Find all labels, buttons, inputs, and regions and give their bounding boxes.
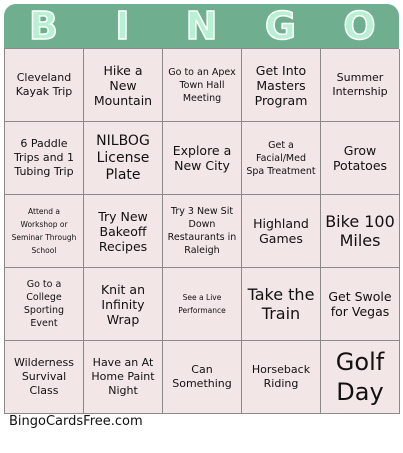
cell-text: Knit an Infinity Wrap	[100, 281, 146, 327]
cell-text: Get a Facial/Med Spa Treatment	[246, 139, 316, 177]
bingo-cell[interactable]	[84, 195, 163, 268]
header-letter-n: N	[185, 4, 218, 48]
bingo-cell[interactable]	[242, 341, 321, 414]
cell-text: Highland Games	[253, 216, 309, 246]
cell-text: Cleveland Kayak Trip	[15, 71, 73, 98]
cell-text: NILBOG License Plate	[96, 132, 150, 183]
cell-text: See a Live Performance	[178, 293, 226, 315]
bingo-header	[4, 4, 399, 48]
cell-text: Get Swole for Vegas	[328, 289, 392, 319]
header-letter-o: O	[343, 4, 376, 48]
cell-text: Golf Day	[335, 348, 385, 406]
bingo-cell[interactable]	[5, 341, 84, 414]
cell-text: Grow Potatoes	[332, 143, 388, 173]
header-letter-g: G	[264, 4, 297, 48]
bingo-cell[interactable]	[5, 195, 84, 268]
bingo-cell[interactable]	[321, 195, 400, 268]
cell-text: Take the Train	[247, 285, 315, 323]
cell-text: Horseback Riding	[251, 363, 311, 390]
cell-text: Explore a New City	[172, 143, 232, 173]
cell-text: Go to an Apex Town Hall Meeting	[168, 66, 236, 104]
bingo-cell[interactable]	[163, 268, 242, 341]
site-credit: BingoCardsFree.com	[9, 414, 143, 429]
cell-text: Can Something	[172, 363, 232, 390]
cell-text: Try 3 New Sit Down Restaurants in Raleigh	[167, 206, 237, 256]
cell-text: Wilderness Survival Class	[13, 356, 75, 397]
bingo-cell[interactable]	[242, 49, 321, 122]
cell-text: Bike 100 Miles	[325, 212, 395, 250]
bingo-cell[interactable]	[321, 268, 400, 341]
bingo-cell[interactable]	[163, 49, 242, 122]
bingo-cell[interactable]	[163, 122, 242, 195]
cell-text: Summer Internship	[332, 71, 388, 98]
bingo-cell[interactable]	[5, 122, 84, 195]
bingo-cell[interactable]	[163, 341, 242, 414]
header-letter-i: I	[115, 4, 130, 48]
bingo-cell[interactable]	[321, 49, 400, 122]
bingo-cell[interactable]	[5, 268, 84, 341]
cell-text: 6 Paddle Trips and 1 Tubing Trip	[13, 137, 75, 178]
bingo-cell[interactable]	[242, 195, 321, 268]
bingo-cell[interactable]	[242, 122, 321, 195]
bingo-cell[interactable]	[5, 49, 84, 122]
header-letter-b: B	[29, 4, 58, 48]
cell-text: Have an At Home Paint Night	[91, 356, 155, 397]
bingo-card	[4, 4, 399, 414]
cell-text: Hike a New Mountain	[93, 62, 153, 108]
bingo-cell[interactable]	[84, 341, 163, 414]
bingo-cell[interactable]	[163, 195, 242, 268]
cell-text: Attend a Workshop or Seminar Through School	[11, 207, 77, 255]
bingo-grid	[4, 48, 399, 414]
bingo-cell[interactable]	[321, 341, 400, 414]
bingo-cell[interactable]	[84, 122, 163, 195]
cell-text: Go to a College Sporting Event	[23, 279, 65, 329]
cell-text: Get Into Masters Program	[254, 62, 308, 108]
bingo-cell[interactable]	[84, 268, 163, 341]
bingo-cell[interactable]	[321, 122, 400, 195]
cell-text: Try New Bakeoff Recipes	[98, 208, 148, 254]
bingo-cell[interactable]	[242, 268, 321, 341]
bingo-cell[interactable]	[84, 49, 163, 122]
